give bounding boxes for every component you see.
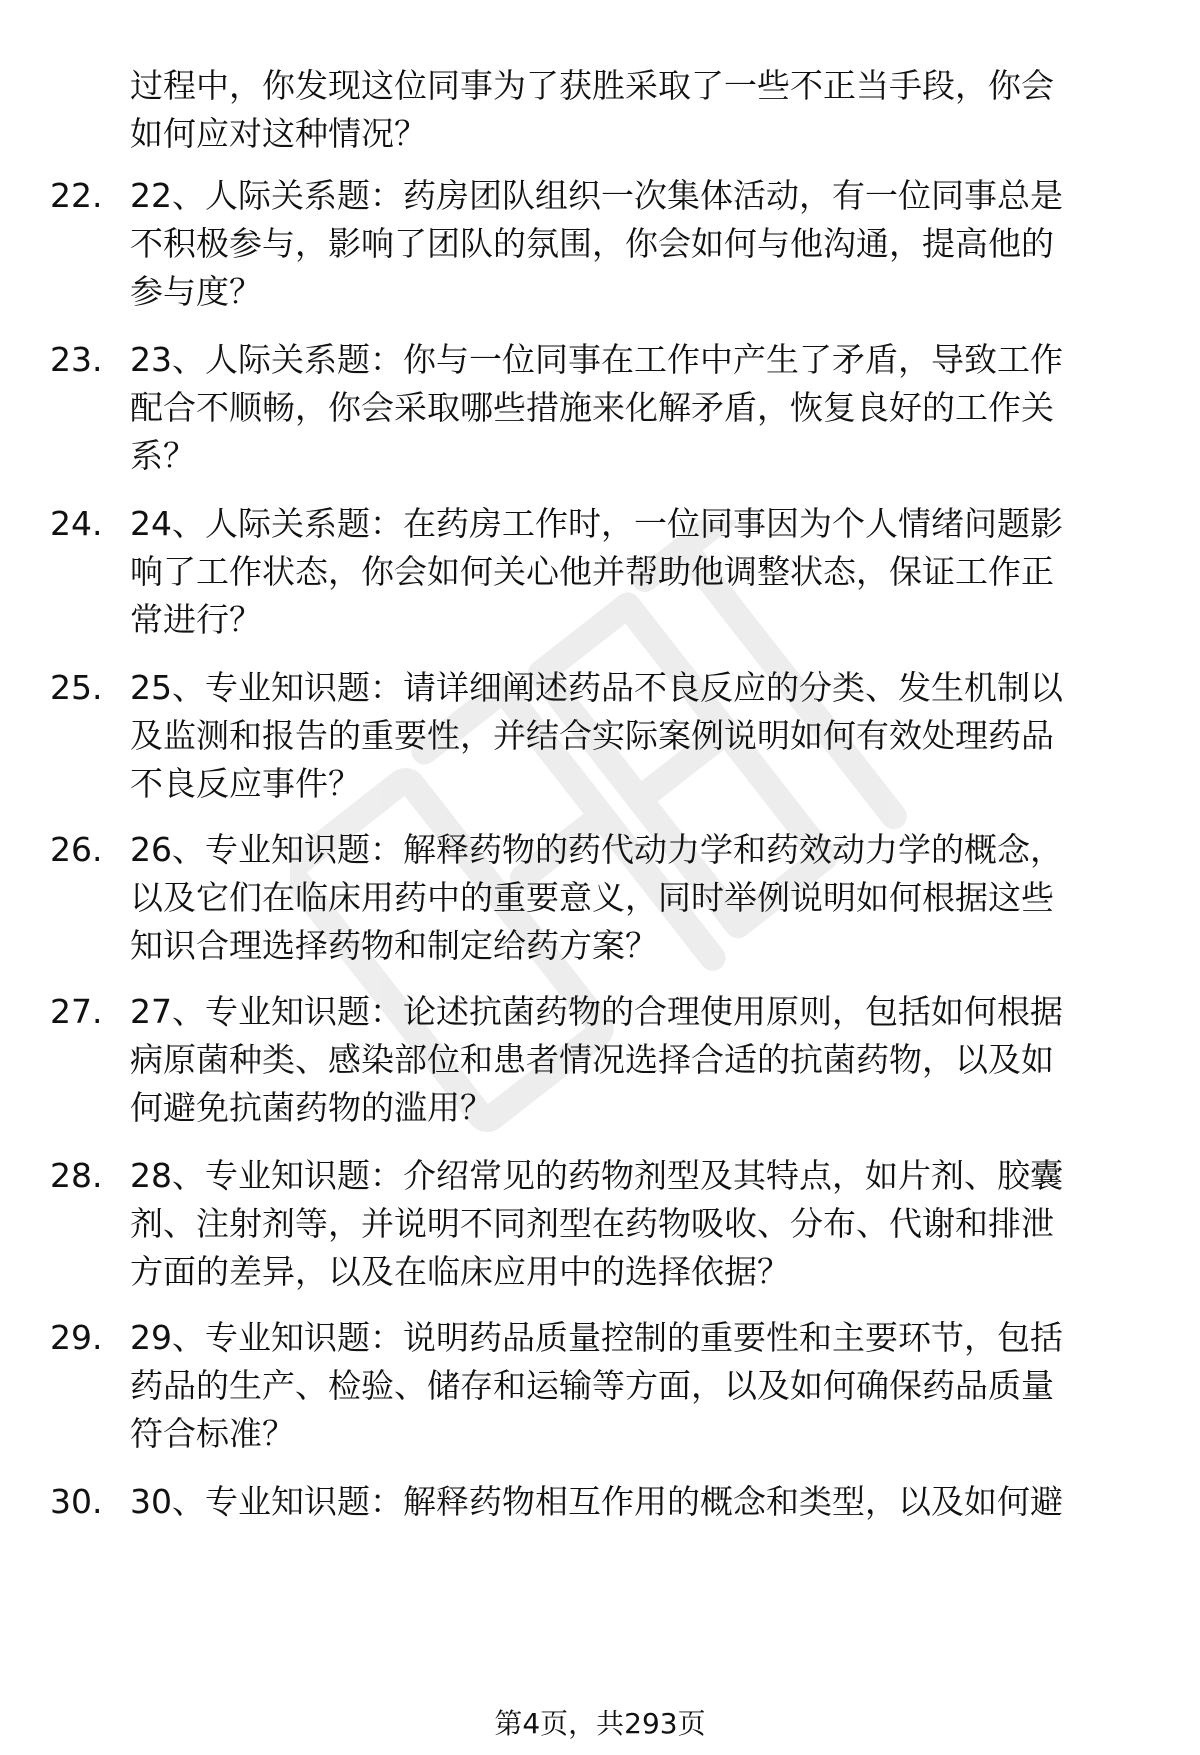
list-item-number: 30. [50,1482,103,1521]
text-line: 剂、注射剂等，并说明不同剂型在药物吸收、分布、代谢和排泄 [130,1204,1054,1243]
list-item [50,172,1160,316]
text-line: 系？ [130,436,196,475]
text-line: 方面的差异，以及在临床应用中的选择依据？ [130,1252,790,1291]
question-text [130,336,1140,480]
list-item-number: 24. [50,504,103,543]
list-item-number: 29. [50,1318,103,1357]
question-text [130,826,1140,970]
text-line: 28、专业知识题：介绍常见的药物剂型及其特点，如片剂、胶囊 [130,1156,1063,1195]
text-line: 何避免抗菌药物的滥用？ [130,1088,493,1127]
text-line: 24、人际关系题：在药房工作时，一位同事因为个人情绪问题影 [130,504,1063,543]
list-item-number: 27. [50,992,103,1031]
question-text [130,172,1140,316]
question-text [130,664,1140,808]
text-line: 如何应对这种情况？ [130,114,427,153]
list-item-number: 28. [50,1156,103,1195]
text-line: 以及它们在临床用药中的重要意义，同时举例说明如何根据这些 [130,878,1054,917]
text-line: 药品的生产、检验、储存和运输等方面，以及如何确保药品质量 [130,1366,1054,1405]
text-line: 配合不顺畅，你会采取哪些措施来化解矛盾，恢复良好的工作关 [130,388,1054,427]
continued-question-text [130,62,1140,158]
text-line: 及监测和报告的重要性，并结合实际案例说明如何有效处理药品 [130,716,1054,755]
list-item [50,988,1160,1132]
text-line: 22、人际关系题：药房团队组织一次集体活动，有一位同事总是 [130,176,1063,215]
list-item [50,1152,1160,1296]
list-item-number: 23. [50,340,103,379]
text-line: 知识合理选择药物和制定给药方案？ [130,926,658,965]
text-line: 过程中，你发现这位同事为了获胜采取了一些不正当手段，你会 [130,66,1054,105]
text-line: 25、专业知识题：请详细阐述药品不良反应的分类、发生机制以 [130,668,1063,707]
text-line: 常进行？ [130,600,262,639]
text-line: 参与度？ [130,272,262,311]
list-item [50,1478,1160,1526]
question-text [130,500,1140,644]
text-line: 响了工作状态，你会如何关心他并帮助他调整状态，保证工作正 [130,552,1054,591]
question-text [130,1152,1140,1296]
text-line: 29、专业知识题：说明药品质量控制的重要性和主要环节，包括 [130,1318,1063,1357]
list-item [50,1314,1160,1458]
question-text [130,988,1140,1132]
list-item-number: 26. [50,830,103,869]
question-text [130,1314,1140,1458]
list-item [50,336,1160,480]
text-line: 23、人际关系题：你与一位同事在工作中产生了矛盾，导致工作 [130,340,1063,379]
text-line: 不良反应事件？ [130,764,361,803]
text-line: 26、专业知识题：解释药物的药代动力学和药效动力学的概念， [130,830,1063,869]
text-line: 30、专业知识题：解释药物相互作用的概念和类型，以及如何避 [130,1482,1063,1521]
text-line: 不积极参与，影响了团队的氛围，你会如何与他沟通，提高他的 [130,224,1054,263]
question-text [130,1478,1140,1526]
text-line: 27、专业知识题：论述抗菌药物的合理使用原则，包括如何根据 [130,992,1063,1031]
list-item [50,826,1160,970]
page-number-footer: 第4页，共293页 [494,1707,706,1740]
list-item-number: 25. [50,668,103,707]
text-line: 病原菌种类、感染部位和患者情况选择合适的抗菌药物，以及如 [130,1040,1054,1079]
list-item [50,664,1160,808]
list-item-number: 22. [50,176,103,215]
text-line: 符合标准？ [130,1414,295,1453]
list-item [50,500,1160,644]
